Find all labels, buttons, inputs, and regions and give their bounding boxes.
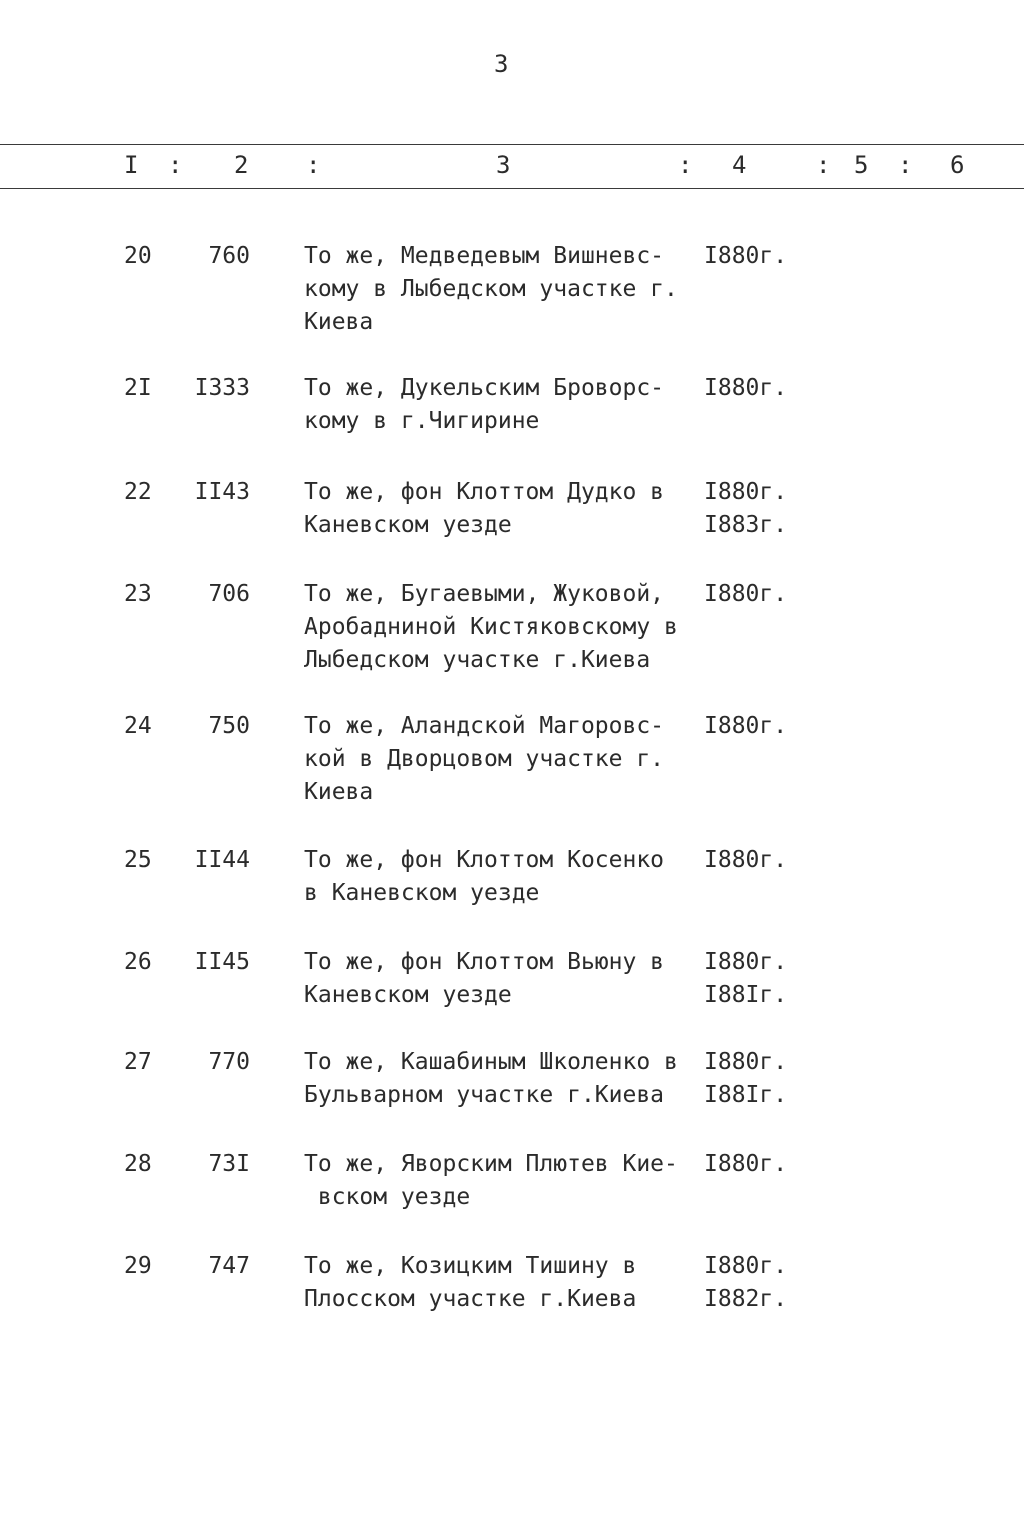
description-line: Плосском участке г.Киева: [304, 1286, 637, 1312]
record-description: [304, 946, 694, 1012]
header-cell: :: [898, 151, 913, 179]
header-rule-top: [0, 144, 1024, 145]
record-code: 760: [208, 243, 250, 269]
record-number: 25: [124, 847, 152, 873]
year-line: I883г.: [704, 512, 788, 538]
header-cell: I: [124, 151, 139, 179]
record-years: [704, 1148, 814, 1181]
year-line: I880г.: [704, 243, 788, 269]
record-years: [704, 476, 814, 542]
header-cell: :: [306, 151, 321, 179]
record-code: 750: [208, 713, 250, 739]
description-line: То же, Дукельским Броворс-: [304, 375, 665, 401]
record-years: [704, 946, 814, 1012]
record-description: [304, 372, 694, 438]
description-line: Киева: [304, 309, 374, 335]
description-line: То же, Кашабиным Школенко в: [304, 1049, 678, 1075]
header-cell: :: [678, 151, 693, 179]
record-code: II45: [194, 949, 250, 975]
record-description: [304, 240, 694, 339]
record-code: 73I: [208, 1151, 250, 1177]
record-description: [304, 476, 694, 542]
description-line: То же, Бугаевыми, Жуковой,: [304, 581, 665, 607]
record-years: [704, 1046, 814, 1112]
record-years: [704, 1250, 814, 1316]
record-years: [704, 578, 814, 611]
record-number: 29: [124, 1253, 152, 1279]
description-line: кому в г.Чигирине: [304, 408, 540, 434]
header-cell: 3: [496, 151, 511, 179]
description-line: Каневском уезде: [304, 512, 512, 538]
description-line: вском уезде: [304, 1184, 471, 1210]
year-line: I880г.: [704, 479, 788, 505]
year-line: I882г.: [704, 1286, 788, 1312]
year-line: I880г.: [704, 949, 788, 975]
description-line: То же, Козицким Тишину в: [304, 1253, 637, 1279]
record-number: 23: [124, 581, 152, 607]
header-cell: :: [168, 151, 183, 179]
page-number: 3: [494, 50, 509, 78]
header-cell: 2: [234, 151, 249, 179]
description-line: То же, фон Клоттом Косенко: [304, 847, 665, 873]
year-line: I880г.: [704, 847, 788, 873]
description-line: Лыбедском участке г.Киева: [304, 647, 651, 673]
header-rule-bottom: [0, 188, 1024, 189]
description-line: Аробадниной Кистяковскому в: [304, 614, 678, 640]
record-code: 747: [208, 1253, 250, 1279]
description-line: Бульварном участке г.Киева: [304, 1082, 665, 1108]
description-line: То же, фон Клоттом Вьюну в: [304, 949, 665, 975]
record-number: 28: [124, 1151, 152, 1177]
header-cell: 5: [854, 151, 869, 179]
header-cell: 6: [950, 151, 965, 179]
record-number: 24: [124, 713, 152, 739]
year-line: I880г.: [704, 1151, 788, 1177]
record-number: 27: [124, 1049, 152, 1075]
year-line: I880г.: [704, 1049, 788, 1075]
year-line: I880г.: [704, 1253, 788, 1279]
description-line: Киева: [304, 779, 374, 805]
record-code: 770: [208, 1049, 250, 1075]
record-description: [304, 1250, 694, 1316]
record-years: [704, 844, 814, 877]
record-number: 20: [124, 243, 152, 269]
record-number: 26: [124, 949, 152, 975]
description-line: То же, Медведевым Вишневс-: [304, 243, 665, 269]
record-years: [704, 710, 814, 743]
record-code: I333: [194, 375, 250, 401]
record-number: 22: [124, 479, 152, 505]
year-line: I88Iг.: [704, 982, 788, 1008]
record-code: II44: [194, 847, 250, 873]
year-line: I880г.: [704, 581, 788, 607]
description-line: То же, фон Клоттом Дудко в: [304, 479, 665, 505]
record-years: [704, 240, 814, 273]
header-cell: :: [816, 151, 831, 179]
year-line: I88Iг.: [704, 1082, 788, 1108]
description-line: Каневском уезде: [304, 982, 512, 1008]
year-line: I880г.: [704, 375, 788, 401]
record-description: [304, 578, 694, 677]
record-number: 2I: [124, 375, 152, 401]
description-line: в Каневском уезде: [304, 880, 540, 906]
record-code: II43: [194, 479, 250, 505]
record-description: [304, 1046, 694, 1112]
record-description: [304, 844, 694, 910]
description-line: То же, Аландской Магоровс-: [304, 713, 665, 739]
record-description: [304, 1148, 694, 1214]
record-code: 706: [208, 581, 250, 607]
record-years: [704, 372, 814, 405]
description-line: То же, Яворским Плютев Кие-: [304, 1151, 678, 1177]
header-cell: 4: [732, 151, 747, 179]
year-line: I880г.: [704, 713, 788, 739]
description-line: кой в Дворцовом участке г.: [304, 746, 665, 772]
record-description: [304, 710, 694, 809]
description-line: кому в Лыбедском участке г.: [304, 276, 678, 302]
